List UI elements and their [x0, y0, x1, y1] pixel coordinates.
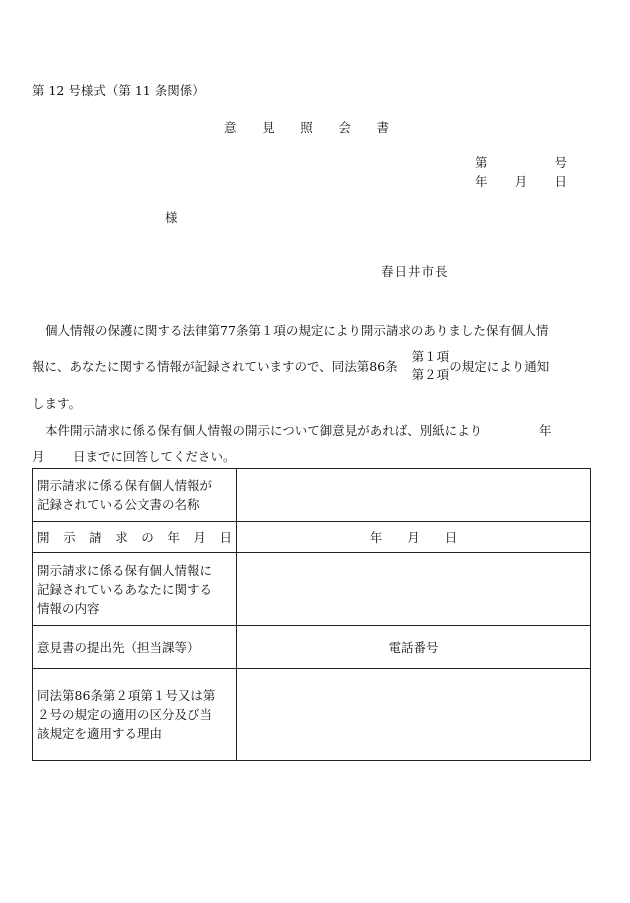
body-p1-line2-pre: 報に、あなたに関する情報が記録されていますので、同法第86条: [32, 359, 398, 374]
table-row: [33, 522, 591, 553]
label-char: 請: [89, 529, 102, 545]
issue-date: [475, 172, 567, 190]
label-line: 同法第86条第２項第１号又は第: [37, 688, 216, 703]
table-row: [33, 626, 591, 669]
row-label-info-content: [33, 553, 237, 626]
label-char: 日: [219, 529, 232, 545]
label-line: 記録されている公文書の名称: [37, 497, 200, 512]
label-char: の: [141, 529, 154, 545]
submission-dept-field[interactable]: 電話番号: [237, 626, 591, 669]
label-char: 月: [193, 529, 206, 545]
clause-option-2: 第２項: [411, 367, 450, 382]
date-month: 月: [514, 174, 528, 189]
body-p1-line3: します。: [32, 396, 82, 411]
row-label-document-name: [33, 469, 237, 522]
body-p1-line2-post: の規定により通知: [449, 359, 550, 374]
title-char: 照: [300, 120, 313, 135]
table-row: [33, 553, 591, 626]
table-row: [33, 669, 591, 761]
inquiry-table: [32, 468, 591, 761]
title-char: 見: [262, 120, 275, 135]
applicable-clause-field[interactable]: [237, 669, 591, 761]
request-date-field[interactable]: 年 月 日: [237, 522, 591, 553]
clause-options: [412, 348, 450, 384]
row-label-applicable-clause: [33, 669, 237, 761]
table-row: [33, 469, 591, 522]
body-p1-line2: [32, 348, 549, 384]
label-line: 該規定を適用する理由: [37, 726, 163, 741]
document-name-field[interactable]: [237, 469, 591, 522]
document-number: [475, 153, 567, 171]
title-char: 意: [224, 120, 237, 135]
clause-option-1: 第１項: [411, 349, 450, 364]
title-char: 会: [338, 120, 351, 135]
label-char: 開: [37, 529, 50, 545]
info-content-field[interactable]: [237, 553, 591, 626]
label-line: 情報の内容: [37, 600, 100, 616]
document-title: [224, 118, 389, 136]
reply-deadline-year: 年: [539, 423, 552, 438]
title-char: 書: [376, 120, 389, 135]
row-label-submission-dept: 意見書の提出先（担当課等）: [33, 626, 237, 669]
addressee-suffix: 様: [165, 210, 178, 225]
sender-name: 春日井市長: [381, 264, 449, 279]
label-line: 記録されているあなたに関する: [37, 581, 213, 597]
doc-number-prefix: 第: [475, 155, 488, 170]
body-p2-line1: 本件開示請求に係る保有個人情報の開示について御意見があれば、別紙により: [45, 423, 483, 438]
label-char: 示: [63, 529, 76, 545]
form-number: 第 12 号様式（第 11 条関係）: [32, 83, 205, 98]
reply-deadline-month: 月: [32, 449, 45, 464]
date-year: 年: [475, 174, 488, 189]
label-char: 年: [167, 529, 180, 545]
label-line: ２号の規定の適用の区分及び当: [37, 707, 213, 722]
label-line: [37, 528, 232, 547]
label-line: 開示請求に係る保有個人情報が: [37, 478, 213, 493]
doc-number-suffix: 号: [554, 155, 567, 170]
label-line: 開示請求に係る保有個人情報に: [37, 562, 213, 578]
date-day: 日: [554, 174, 567, 189]
row-label-request-date: [33, 522, 237, 553]
label-char: 求: [115, 529, 128, 545]
body-p2-line2: 日までに回答してください。: [73, 449, 236, 464]
body-p1-line1: 個人情報の保護に関する法律第77条第１項の規定により開示請求のありました保有個人情: [45, 323, 549, 338]
